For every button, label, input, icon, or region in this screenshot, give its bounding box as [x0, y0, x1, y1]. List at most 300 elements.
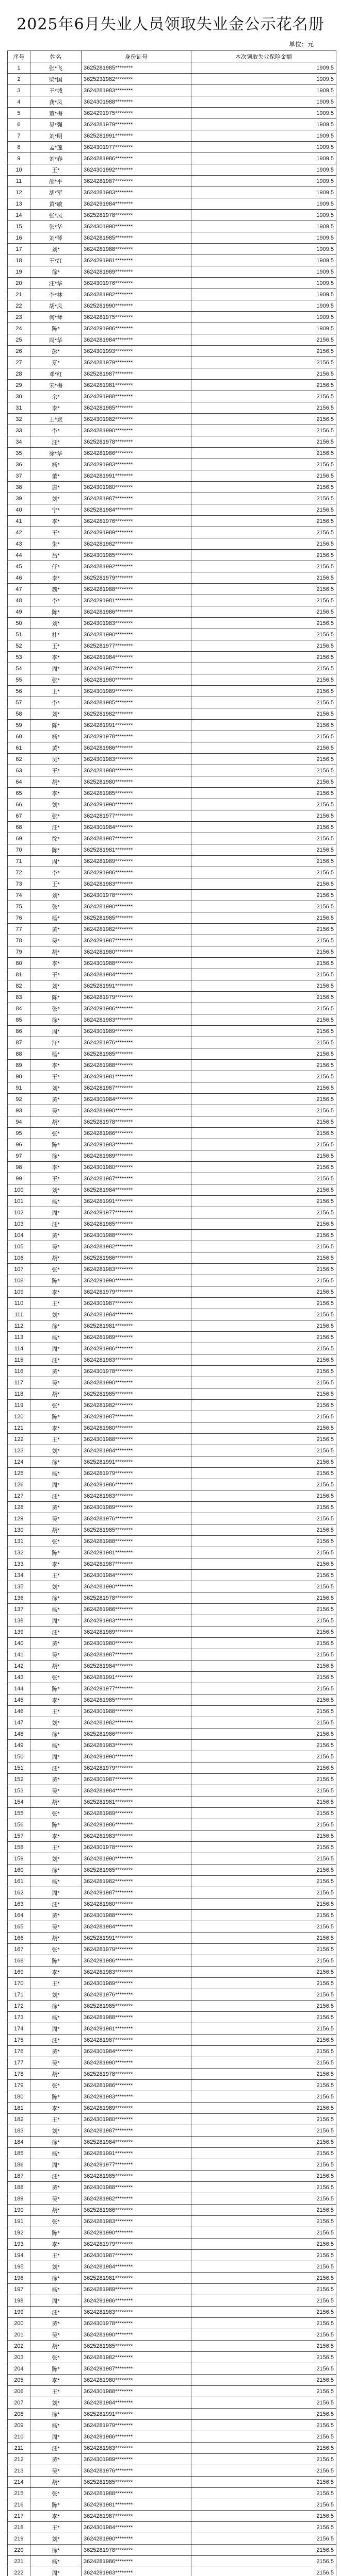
row-name: 王*: [30, 1706, 82, 1717]
row-name: 吴*: [30, 754, 82, 765]
row-id-number: 3624281990********: [82, 1377, 191, 1388]
row-amount: 2156.5: [191, 470, 336, 482]
row-id-number: 3624281984********: [82, 1921, 191, 1933]
row-id-number: 3625281986********: [82, 1252, 191, 1264]
row-name: 徐*: [30, 833, 82, 844]
row-amount: 1909.5: [191, 153, 336, 164]
row-amount: 2156.5: [191, 1048, 336, 1060]
row-id-number: 3624281985********: [82, 1694, 191, 1706]
row-name: 周*: [30, 2567, 82, 2576]
table-row: [8, 754, 336, 765]
row-name: 陈*: [30, 844, 82, 856]
row-index: 102: [8, 1207, 30, 1218]
table-row: [8, 686, 336, 697]
row-amount: 1909.5: [191, 278, 336, 289]
row-id-number: 3624281983********: [82, 1014, 191, 1026]
row-index: 61: [8, 742, 30, 754]
row-index: 128: [8, 1502, 30, 1513]
row-name: 王*: [30, 1570, 82, 1581]
row-amount: 2156.5: [191, 459, 336, 470]
table-row: [8, 1547, 336, 1558]
row-name: 黄*: [30, 1638, 82, 1649]
row-id-number: 3625281985********: [82, 1388, 191, 1400]
table-row: [8, 187, 336, 198]
row-name: 汪*: [30, 1490, 82, 1502]
row-index: 191: [8, 2216, 30, 2227]
row-amount: 1909.5: [191, 266, 336, 278]
row-name: 胡*: [30, 2069, 82, 2080]
row-id-number: 3624281987********: [82, 2035, 191, 2046]
row-name: 周*: [30, 1479, 82, 1490]
table-row: [8, 810, 336, 822]
row-amount: 2156.5: [191, 901, 336, 912]
row-amount: 2156.5: [191, 1660, 336, 1672]
row-index: 74: [8, 890, 30, 901]
row-name: 胡*: [30, 2205, 82, 2216]
table-row: [8, 2477, 336, 2488]
row-index: 141: [8, 1649, 30, 1660]
row-name: 杨*: [30, 731, 82, 742]
table-row: [8, 2250, 336, 2261]
row-amount: 2156.5: [191, 1275, 336, 1286]
row-id-number: 3624281989********: [82, 266, 191, 278]
row-id-number: 3624281983********: [82, 1967, 191, 1978]
row-index: 156: [8, 1819, 30, 1831]
row-id-number: 3624301988********: [82, 958, 191, 969]
row-name: 徐*: [30, 1865, 82, 1876]
row-id-number: 3624291986********: [82, 323, 191, 334]
table-row: [8, 1162, 336, 1173]
row-name: 刘*: [30, 1989, 82, 2001]
row-amount: 2156.5: [191, 2080, 336, 2091]
row-amount: 1909.5: [191, 300, 336, 312]
row-id-number: 3624291978********: [82, 731, 191, 742]
table-row: [8, 1706, 336, 1717]
row-index: 132: [8, 1547, 30, 1558]
row-name: 杨*: [30, 2556, 82, 2567]
row-name: 张*: [30, 1003, 82, 1014]
row-index: 36: [8, 459, 30, 470]
row-index: 145: [8, 1694, 30, 1706]
row-id-number: 3624281982********: [82, 2193, 191, 2205]
row-id-number: 3624291987********: [82, 1411, 191, 1422]
row-amount: 2156.5: [191, 1513, 336, 1524]
row-name: 王*: [30, 640, 82, 652]
row-name: 徐*: [30, 1456, 82, 1468]
row-id-number: 3624301987********: [82, 1774, 191, 1785]
row-amount: 2156.5: [191, 1751, 336, 1762]
table-row: [8, 448, 336, 459]
row-name: 汪*: [30, 1899, 82, 1910]
table-row: [8, 856, 336, 867]
row-id-number: 3624291989********: [82, 527, 191, 538]
row-index: 82: [8, 980, 30, 992]
row-id-number: 3624281983********: [82, 1740, 191, 1751]
row-amount: 2156.5: [191, 1320, 336, 1332]
table-row: [8, 992, 336, 1003]
table-row: [8, 2556, 336, 2567]
row-name: 刘*: [30, 244, 82, 255]
row-amount: 2156.5: [191, 1978, 336, 1989]
row-name: 李*: [30, 958, 82, 969]
row-name: 汪*: [30, 1037, 82, 1048]
row-name: 吕*: [30, 550, 82, 561]
row-id-number: 3624281989********: [82, 2284, 191, 2295]
table-row: [8, 629, 336, 640]
row-name: 周*: [30, 1207, 82, 1218]
row-amount: 2156.5: [191, 2409, 336, 2420]
row-index: 43: [8, 538, 30, 550]
row-id-number: 3624281983********: [82, 85, 191, 96]
table-row: [8, 1332, 336, 1343]
row-name: 吴*: [30, 1105, 82, 1116]
row-name: 王*: [30, 765, 82, 776]
table-row: [8, 2533, 336, 2545]
row-amount: 2156.5: [191, 1933, 336, 1944]
row-index: 67: [8, 810, 30, 822]
row-id-number: 3624291986********: [82, 1479, 191, 1490]
row-amount: 2156.5: [191, 969, 336, 980]
row-id-number: 3624281986********: [82, 1128, 191, 1139]
row-index: 64: [8, 776, 30, 788]
row-name: 陈*: [30, 323, 82, 334]
row-name: 汪*: [30, 436, 82, 448]
row-index: 100: [8, 1184, 30, 1196]
row-index: 25: [8, 334, 30, 346]
row-id-number: 3624301989********: [82, 1026, 191, 1037]
table-row: [8, 1797, 336, 1808]
row-index: 174: [8, 2023, 30, 2035]
row-id-number: 3624291981********: [82, 2499, 191, 2511]
row-name: 汪*: [30, 2307, 82, 2318]
row-id-number: 3625281991********: [82, 130, 191, 142]
row-name: 宋*梅: [30, 380, 82, 391]
row-id-number: 3624281990********: [82, 2057, 191, 2069]
table-row: [8, 62, 336, 74]
row-amount: 2156.5: [191, 2227, 336, 2239]
row-index: 72: [8, 867, 30, 878]
row-name: 黄*: [30, 742, 82, 754]
row-amount: 1909.5: [191, 96, 336, 108]
row-index: 86: [8, 1026, 30, 1037]
row-amount: 2156.5: [191, 2182, 336, 2193]
table-row: [8, 1660, 336, 1672]
row-index: 159: [8, 1853, 30, 1865]
row-name: 吴*: [30, 1649, 82, 1660]
row-name: 汪*: [30, 2171, 82, 2182]
table-row: [8, 2545, 336, 2556]
row-name: 杨*: [30, 1332, 82, 1343]
row-index: 88: [8, 1048, 30, 1060]
row-amount: 2156.5: [191, 1672, 336, 1683]
row-id-number: 3624281983********: [82, 1264, 191, 1275]
table-row: [8, 550, 336, 561]
row-amount: 2156.5: [191, 1853, 336, 1865]
row-index: 79: [8, 946, 30, 958]
row-amount: 2156.5: [191, 538, 336, 550]
row-id-number: 3624301980********: [82, 482, 191, 493]
row-index: 32: [8, 414, 30, 425]
row-id-number: 3624291987********: [82, 935, 191, 946]
row-index: 83: [8, 992, 30, 1003]
table-row: [8, 538, 336, 550]
row-amount: 2156.5: [191, 674, 336, 686]
row-amount: 2156.5: [191, 1638, 336, 1649]
row-amount: 1909.5: [191, 210, 336, 221]
row-id-number: 3624301984********: [82, 822, 191, 833]
row-name: 刘*: [30, 2261, 82, 2273]
row-id-number: 3624281979********: [82, 992, 191, 1003]
row-name: 杨*: [30, 2284, 82, 2295]
table-row: [8, 1592, 336, 1604]
row-id-number: 3624281986********: [82, 2556, 191, 2567]
table-row: [8, 2375, 336, 2386]
row-index: 119: [8, 1400, 30, 1411]
row-name: 李*: [30, 516, 82, 527]
table-row: [8, 176, 336, 187]
row-index: 42: [8, 527, 30, 538]
row-index: 179: [8, 2080, 30, 2091]
row-amount: 2156.5: [191, 2012, 336, 2023]
row-id-number: 3624281984********: [82, 2397, 191, 2409]
table-row: [8, 1819, 336, 1831]
row-id-number: 3624291983********: [82, 2567, 191, 2576]
row-index: 186: [8, 2159, 30, 2171]
row-amount: 2156.5: [191, 2057, 336, 2069]
row-name: 陈*: [30, 2227, 82, 2239]
row-amount: 2156.5: [191, 572, 336, 584]
table-row: [8, 516, 336, 527]
row-name: 王*: [30, 1298, 82, 1309]
row-id-number: 3624301988********: [82, 1434, 191, 1445]
row-amount: 2156.5: [191, 2273, 336, 2284]
table-row: [8, 2057, 336, 2069]
row-amount: 2156.5: [191, 946, 336, 958]
row-index: 85: [8, 1014, 30, 1026]
row-index: 89: [8, 1060, 30, 1071]
row-index: 111: [8, 1309, 30, 1320]
table-row: [8, 357, 336, 368]
row-index: 68: [8, 822, 30, 833]
table-row: [8, 1105, 336, 1116]
table-row: [8, 2091, 336, 2103]
table-row: [8, 1513, 336, 1524]
row-name: 邵*平: [30, 176, 82, 187]
row-id-number: 3624281983********: [82, 1831, 191, 1842]
row-name: 陈*: [30, 2363, 82, 2375]
row-index: 195: [8, 2261, 30, 2273]
row-name: 徐*: [30, 266, 82, 278]
row-id-number: 3624281982********: [82, 289, 191, 300]
table-row: [8, 391, 336, 402]
row-id-number: 3625281986********: [82, 2205, 191, 2216]
row-amount: 2156.5: [191, 731, 336, 742]
row-index: 219: [8, 2533, 30, 2545]
row-amount: 2156.5: [191, 2522, 336, 2533]
row-index: 127: [8, 1490, 30, 1502]
row-index: 182: [8, 2114, 30, 2125]
row-amount: 2156.5: [191, 833, 336, 844]
row-amount: 2156.5: [191, 1173, 336, 1184]
row-index: 190: [8, 2205, 30, 2216]
row-amount: 2156.5: [191, 1865, 336, 1876]
row-name: 刘*: [30, 2125, 82, 2137]
row-id-number: 3624291986********: [82, 2295, 191, 2307]
row-amount: 2156.5: [191, 2023, 336, 2035]
table-row: [8, 1762, 336, 1774]
table-row: [8, 1116, 336, 1128]
row-name: 胡*凤: [30, 300, 82, 312]
table-row: [8, 980, 336, 992]
row-index: 201: [8, 2329, 30, 2341]
table-row: [8, 74, 336, 85]
row-id-number: 3624281988********: [82, 584, 191, 595]
row-id-number: 3624281987********: [82, 1558, 191, 1570]
row-index: 153: [8, 1785, 30, 1797]
row-name: 汪*: [30, 822, 82, 833]
row-id-number: 3625281985********: [82, 912, 191, 924]
row-amount: 1909.5: [191, 74, 336, 85]
row-index: 49: [8, 606, 30, 618]
row-id-number: 3624281988********: [82, 2488, 191, 2499]
table-row: [8, 1230, 336, 1241]
table-row: [8, 1173, 336, 1184]
row-index: 213: [8, 2465, 30, 2477]
row-id-number: 3624291990********: [82, 1751, 191, 1762]
row-id-number: 3624281982********: [82, 1241, 191, 1252]
table-row: [8, 1581, 336, 1592]
row-index: 171: [8, 1989, 30, 2001]
table-row: [8, 867, 336, 878]
table-row: [8, 2567, 336, 2576]
table-row: [8, 663, 336, 674]
row-id-number: 3624301982********: [82, 414, 191, 425]
table-row: [8, 2363, 336, 2375]
row-id-number: 3624281979********: [82, 2239, 191, 2250]
table-row: [8, 2159, 336, 2171]
row-index: 198: [8, 2295, 30, 2307]
row-index: 44: [8, 550, 30, 561]
table-row: [8, 1094, 336, 1105]
row-amount: 2156.5: [191, 1808, 336, 1819]
table-row: [8, 368, 336, 380]
row-name: 黄*: [30, 1230, 82, 1241]
row-id-number: 3625281985********: [82, 1524, 191, 1536]
row-id-number: 3624301980********: [82, 1638, 191, 1649]
table-row: [8, 618, 336, 629]
row-index: 125: [8, 1468, 30, 1479]
table-row: [8, 130, 336, 142]
row-id-number: 3624281990********: [82, 2329, 191, 2341]
table-row: [8, 232, 336, 244]
row-index: 218: [8, 2522, 30, 2533]
row-id-number: 3624281984********: [82, 1445, 191, 1456]
row-id-number: 3624281986********: [82, 153, 191, 164]
table-row: [8, 2511, 336, 2522]
row-amount: 2156.5: [191, 436, 336, 448]
row-index: 215: [8, 2488, 30, 2499]
row-index: 148: [8, 1728, 30, 1740]
row-index: 108: [8, 1275, 30, 1286]
row-index: 104: [8, 1230, 30, 1241]
row-name: 刘*: [30, 2397, 82, 2409]
row-id-number: 3624281990********: [82, 1853, 191, 1865]
table-row: [8, 2205, 336, 2216]
row-amount: 2156.5: [191, 1649, 336, 1660]
row-index: 31: [8, 402, 30, 414]
row-amount: 2156.5: [191, 810, 336, 822]
row-name: 张*: [30, 2488, 82, 2499]
row-amount: 2156.5: [191, 1128, 336, 1139]
table-row: [8, 1502, 336, 1513]
row-amount: 2156.5: [191, 2397, 336, 2409]
table-row: [8, 720, 336, 731]
row-id-number: 3624281991********: [82, 1196, 191, 1207]
row-name: 李*: [30, 2103, 82, 2114]
row-amount: 2156.5: [191, 1626, 336, 1638]
table-row: [8, 2001, 336, 2012]
row-id-number: 3624281983********: [82, 1354, 191, 1366]
row-id-number: 3625281991********: [82, 1933, 191, 1944]
row-id-number: 3624281988********: [82, 244, 191, 255]
table-row: [8, 595, 336, 606]
unit-note: 单位：元: [289, 41, 314, 48]
table-row: [8, 1388, 336, 1400]
row-index: 181: [8, 2103, 30, 2114]
row-name: 刘*: [30, 618, 82, 629]
row-id-number: 3624301984********: [82, 1570, 191, 1581]
row-name: 王*: [30, 1434, 82, 1445]
page-title: 2025年6月失业人员领取失业金公示花名册: [17, 15, 324, 33]
table-row: [8, 244, 336, 255]
row-id-number: 3625281977********: [82, 640, 191, 652]
row-id-number: 3624281984********: [82, 334, 191, 346]
row-name: 杨*: [30, 1876, 82, 1887]
row-id-number: 3624301977********: [82, 142, 191, 153]
row-name: 胡*: [30, 1660, 82, 1672]
table-row: [8, 1434, 336, 1445]
row-index: 35: [8, 448, 30, 459]
row-amount: 2156.5: [191, 493, 336, 504]
row-name: 徐*: [30, 1014, 82, 1026]
row-name: 张*: [30, 1672, 82, 1683]
row-id-number: 3624281984********: [82, 2261, 191, 2273]
table-row: [8, 2216, 336, 2227]
row-amount: 2156.5: [191, 1921, 336, 1933]
row-index: 62: [8, 754, 30, 765]
row-id-number: 3625281981********: [82, 1797, 191, 1808]
row-amount: 2156.5: [191, 2465, 336, 2477]
row-index: 13: [8, 198, 30, 210]
table-row: [8, 742, 336, 754]
row-index: 45: [8, 561, 30, 572]
row-name: 张*: [30, 1400, 82, 1411]
row-index: 176: [8, 2046, 30, 2057]
row-amount: 1909.5: [191, 312, 336, 323]
row-id-number: 3625281980********: [82, 776, 191, 788]
row-index: 109: [8, 1286, 30, 1298]
row-amount: 2156.5: [191, 799, 336, 810]
row-amount: 1909.5: [191, 198, 336, 210]
row-index: 7: [8, 130, 30, 142]
row-index: 37: [8, 470, 30, 482]
row-id-number: 3624301992********: [82, 164, 191, 176]
row-amount: 2156.5: [191, 1354, 336, 1366]
row-name: 陈*: [30, 2499, 82, 2511]
table-row: [8, 2193, 336, 2205]
row-name: 梁*国: [30, 74, 82, 85]
table-row: [8, 1604, 336, 1615]
